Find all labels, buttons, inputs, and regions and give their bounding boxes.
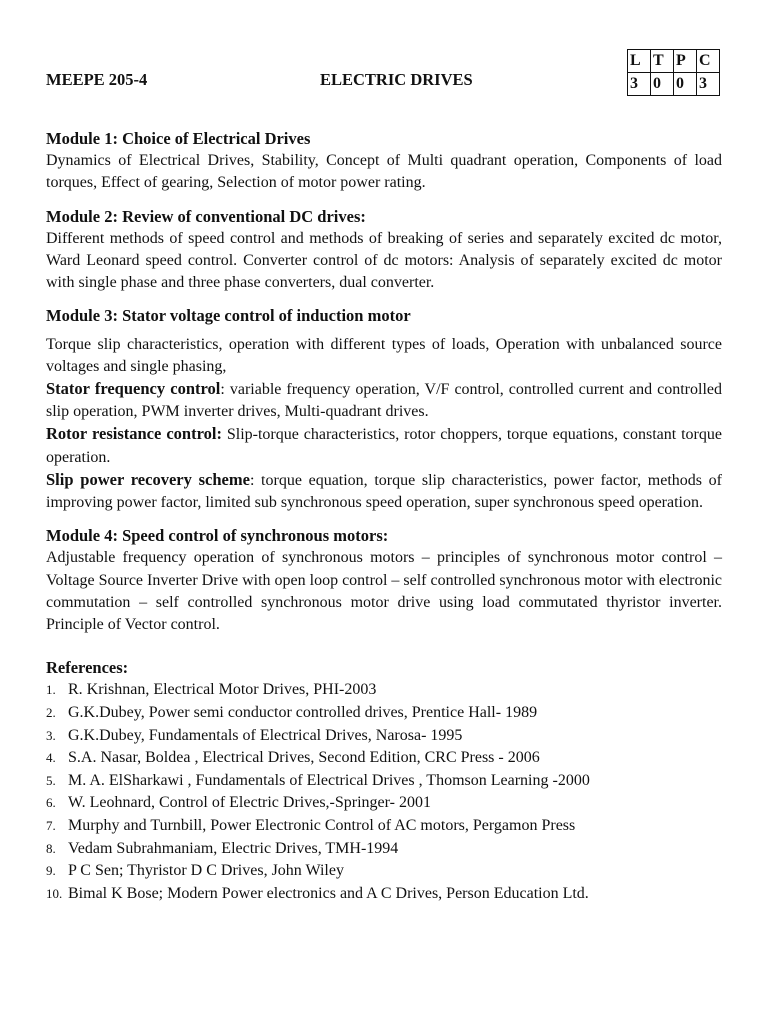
references-section [46, 657, 722, 905]
reference-text: Murphy and Turnbill, Power Electronic Control of AC motors, Pergamon Press [68, 817, 576, 835]
ltpc-header-p: P [674, 50, 697, 73]
module-3 [46, 305, 722, 514]
module-body: Different methods of speed control and methods of breaking of series and separately excited dc motor, Ward Leonard speed control. Converter control of dc motors: Analysis of separately excited dc motor with single phase and three phase converters, dual converter. [46, 229, 722, 292]
references-list [46, 679, 722, 905]
reference-item [46, 815, 722, 838]
reference-item [46, 860, 722, 883]
reference-text: R. Krishnan, Electrical Motor Drives, PHI-2003 [68, 681, 377, 699]
subtopic-stator-frequency [46, 378, 722, 423]
subtopic-label: Slip power recovery scheme [46, 469, 250, 489]
reference-text: G.K.Dubey, Fundamentals of Electrical Drives, Narosa- 1995 [68, 726, 463, 744]
subtopic-rotor-resistance [46, 423, 722, 468]
module-heading: Module 1: Choice of Electrical Drives [46, 129, 311, 148]
syllabus-content [46, 128, 722, 905]
module-body: Torque slip characteristics, operation with different types of loads, Operation with unbalanced source voltages and single phasing, [46, 335, 722, 375]
module-heading: Module 3: Stator voltage control of induction motor [46, 306, 411, 326]
subtopic-text: Slip-torque characteristics, rotor choppers, torque equations, constant torque operation. [46, 426, 722, 466]
reference-number: 2. [46, 705, 56, 721]
ltpc-header-c: C [697, 50, 720, 73]
ltpc-header-row [628, 50, 720, 73]
reference-item [46, 702, 722, 725]
module-body: Dynamics of Electrical Drives, Stability, Concept of Multi quadrant operation, Components of load torques, Effect of gearing, Selection of motor power rating. [46, 152, 722, 192]
reference-text: M. A. ElSharkawi , Fundamentals of Electrical Drives , Thomson Learning -2000 [68, 771, 590, 789]
reference-item [46, 725, 722, 748]
ltpc-value-l: 3 [628, 73, 651, 96]
reference-text: Vedam Subrahmaniam, Electric Drives, TMH-1994 [68, 839, 399, 857]
reference-text: P C Sen; Thyristor D C Drives, John Wiley [68, 862, 344, 880]
ltpc-value-row [628, 73, 720, 96]
subtopic-text: : torque equation, torque slip characteristics, power factor, methods of improving power factor, limited sub synchronous speed operation, super synchronous speed operation. [46, 471, 722, 512]
module-1 [46, 128, 722, 195]
ltpc-value-c: 3 [697, 73, 720, 96]
reference-item [46, 747, 722, 770]
ltpc-header-t: T [651, 50, 674, 73]
reference-number: 10. [46, 885, 63, 901]
course-title: ELECTRIC DRIVES [320, 70, 473, 89]
course-code: MEEPE 205-4 [46, 70, 148, 89]
reference-number: 6. [46, 795, 56, 811]
reference-number: 5. [46, 772, 56, 788]
module-heading: Module 4: Speed control of synchronous motors: [46, 526, 389, 546]
reference-item [46, 883, 722, 906]
subtopic-slip-power [46, 469, 722, 514]
module-body: Adjustable frequency operation of synchronous motors – principles of synchronous motor control – Voltage Source Inverter Drive with open loop control – self controlled synchronous motor with electronic commutation – self controlled synchronous motor drive using load commutated thyristor inverter. Principle of Vector control. [46, 549, 722, 634]
module-4 [46, 525, 722, 636]
reference-text: S.A. Nasar, Boldea , Electrical Drives, Second Edition, CRC Press - 2006 [68, 749, 540, 767]
subtopic-text: : variable frequency operation, V/F control, controlled current and controlled slip operation, PWM inverter drives, Multi-quadrant drives. [46, 381, 723, 421]
reference-item [46, 792, 722, 815]
reference-number: 7. [46, 818, 56, 834]
module-2 [46, 206, 722, 295]
ltpc-header-l: L [628, 50, 651, 73]
reference-number: 8. [46, 840, 56, 856]
ltpc-table [627, 49, 720, 96]
reference-text: Bimal K Bose; Modern Power electronics and A C Drives, Person Education Ltd. [68, 884, 589, 902]
subtopic-label: Rotor resistance control: [46, 424, 222, 444]
reference-text: G.K.Dubey, Power semi conductor controlled drives, Prentice Hall- 1989 [68, 704, 538, 722]
references-heading: References: [46, 658, 129, 678]
reference-item [46, 770, 722, 793]
reference-number: 9. [46, 863, 56, 879]
reference-number: 3. [46, 727, 56, 743]
reference-number: 4. [46, 750, 56, 766]
ltpc-value-t: 0 [651, 73, 674, 96]
reference-number: 1. [46, 682, 56, 698]
module-heading: Module 2: Review of conventional DC drives: [46, 206, 366, 226]
subtopic-label: Stator frequency control [46, 379, 221, 399]
reference-item [46, 679, 722, 702]
ltpc-value-p: 0 [674, 73, 697, 96]
reference-item [46, 838, 722, 861]
reference-text: W. Leohnard, Control of Electric Drives,-Springer- 2001 [68, 794, 431, 812]
